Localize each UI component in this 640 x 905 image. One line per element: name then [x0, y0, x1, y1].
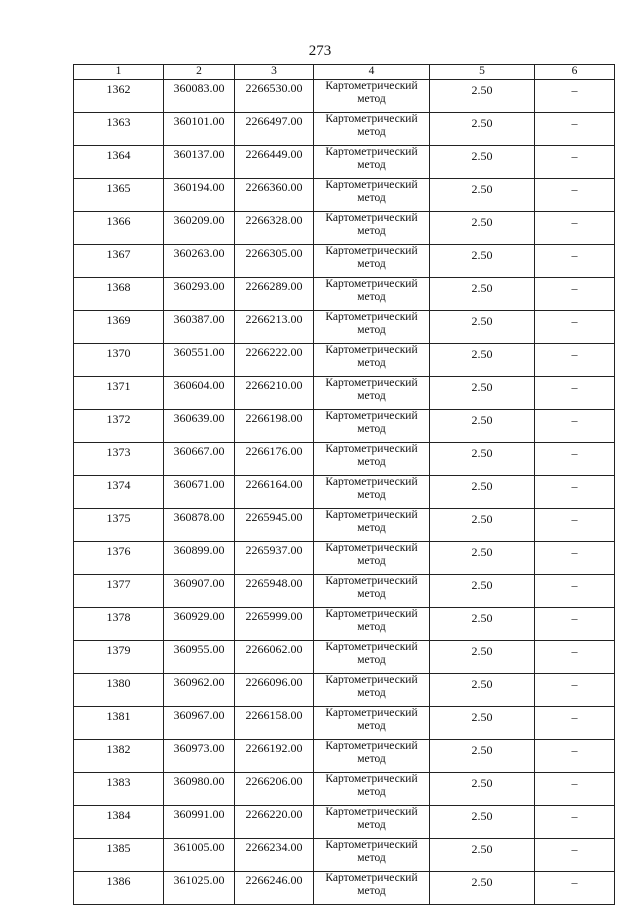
method-cell — [314, 674, 430, 707]
table-row — [74, 608, 615, 641]
y-coordinate: 2266213.00 — [235, 311, 314, 344]
method-cell — [314, 707, 430, 740]
point-number: 1367 — [74, 245, 164, 278]
method-cell — [314, 146, 430, 179]
y-coordinate: 2266449.00 — [235, 146, 314, 179]
y-coordinate: 2266176.00 — [235, 443, 314, 476]
table-row — [74, 641, 615, 674]
note-dash: – — [535, 245, 615, 278]
x-coordinate: 360962.00 — [164, 674, 235, 707]
note-dash: – — [535, 608, 615, 641]
precision-value: 2.50 — [430, 410, 535, 443]
note-dash: – — [535, 410, 615, 443]
method-cell — [314, 377, 430, 410]
method-cell — [314, 311, 430, 344]
x-coordinate: 360263.00 — [164, 245, 235, 278]
method-line-1: Картометрический — [325, 410, 418, 422]
point-number: 1362 — [74, 80, 164, 113]
x-coordinate: 360667.00 — [164, 443, 235, 476]
method-line-2: метод — [357, 852, 386, 864]
y-coordinate: 2266497.00 — [235, 113, 314, 146]
y-coordinate: 2266328.00 — [235, 212, 314, 245]
y-coordinate: 2266234.00 — [235, 839, 314, 872]
note-dash: – — [535, 509, 615, 542]
note-dash: – — [535, 146, 615, 179]
y-coordinate: 2265948.00 — [235, 575, 314, 608]
method-line-2: метод — [357, 93, 386, 105]
table-row — [74, 377, 615, 410]
table-row — [74, 179, 615, 212]
y-coordinate: 2266220.00 — [235, 806, 314, 839]
method-line-1: Картометрический — [325, 542, 418, 554]
method-line-2: метод — [357, 786, 386, 798]
table-row — [74, 278, 615, 311]
note-dash: – — [535, 212, 615, 245]
column-header: 6 — [535, 65, 615, 80]
precision-value: 2.50 — [430, 443, 535, 476]
method-cell — [314, 806, 430, 839]
method-line-1: Картометрический — [325, 179, 418, 191]
table-row — [74, 113, 615, 146]
table-row — [74, 311, 615, 344]
precision-value: 2.50 — [430, 806, 535, 839]
table-row — [74, 476, 615, 509]
table-row — [74, 410, 615, 443]
point-number: 1386 — [74, 872, 164, 905]
x-coordinate: 361005.00 — [164, 839, 235, 872]
method-line-2: метод — [357, 291, 386, 303]
method-line-1: Картометрический — [325, 377, 418, 389]
column-header: 4 — [314, 65, 430, 80]
point-number: 1366 — [74, 212, 164, 245]
precision-value: 2.50 — [430, 872, 535, 905]
table-row — [74, 542, 615, 575]
y-coordinate: 2266198.00 — [235, 410, 314, 443]
y-coordinate: 2266222.00 — [235, 344, 314, 377]
method-cell — [314, 542, 430, 575]
precision-value: 2.50 — [430, 212, 535, 245]
y-coordinate: 2266246.00 — [235, 872, 314, 905]
note-dash: – — [535, 641, 615, 674]
column-header: 2 — [164, 65, 235, 80]
point-number: 1368 — [74, 278, 164, 311]
method-line-2: метод — [357, 324, 386, 336]
precision-value: 2.50 — [430, 740, 535, 773]
precision-value: 2.50 — [430, 674, 535, 707]
note-dash: – — [535, 707, 615, 740]
point-number: 1363 — [74, 113, 164, 146]
note-dash: – — [535, 806, 615, 839]
note-dash: – — [535, 674, 615, 707]
method-cell — [314, 80, 430, 113]
method-line-2: метод — [357, 555, 386, 567]
y-coordinate: 2266289.00 — [235, 278, 314, 311]
x-coordinate: 360551.00 — [164, 344, 235, 377]
method-line-2: метод — [357, 621, 386, 633]
precision-value: 2.50 — [430, 575, 535, 608]
method-line-1: Картометрический — [325, 641, 418, 653]
method-cell — [314, 773, 430, 806]
method-line-2: метод — [357, 225, 386, 237]
method-line-2: метод — [357, 720, 386, 732]
point-number: 1369 — [74, 311, 164, 344]
point-number: 1374 — [74, 476, 164, 509]
note-dash: – — [535, 542, 615, 575]
note-dash: – — [535, 740, 615, 773]
point-number: 1383 — [74, 773, 164, 806]
x-coordinate: 360639.00 — [164, 410, 235, 443]
y-coordinate: 2265999.00 — [235, 608, 314, 641]
method-cell — [314, 245, 430, 278]
method-line-1: Картометрический — [325, 509, 418, 521]
method-line-2: метод — [357, 423, 386, 435]
method-cell — [314, 278, 430, 311]
y-coordinate: 2265937.00 — [235, 542, 314, 575]
method-line-2: метод — [357, 819, 386, 831]
precision-value: 2.50 — [430, 707, 535, 740]
table-row — [74, 80, 615, 113]
method-cell — [314, 179, 430, 212]
method-line-1: Картометрический — [325, 113, 418, 125]
method-line-1: Картометрический — [325, 707, 418, 719]
precision-value: 2.50 — [430, 344, 535, 377]
table-row — [74, 839, 615, 872]
x-coordinate: 360387.00 — [164, 311, 235, 344]
precision-value: 2.50 — [430, 542, 535, 575]
table-body — [74, 65, 615, 905]
y-coordinate: 2266206.00 — [235, 773, 314, 806]
note-dash: – — [535, 311, 615, 344]
method-line-2: метод — [357, 753, 386, 765]
point-number: 1370 — [74, 344, 164, 377]
point-number: 1372 — [74, 410, 164, 443]
method-line-2: метод — [357, 390, 386, 402]
precision-value: 2.50 — [430, 641, 535, 674]
table-row — [74, 146, 615, 179]
precision-value: 2.50 — [430, 80, 535, 113]
method-line-2: метод — [357, 456, 386, 468]
note-dash: – — [535, 575, 615, 608]
precision-value: 2.50 — [430, 476, 535, 509]
note-dash: – — [535, 113, 615, 146]
method-line-2: метод — [357, 654, 386, 666]
method-line-1: Картометрический — [325, 146, 418, 158]
table-row — [74, 575, 615, 608]
method-line-1: Картометрический — [325, 443, 418, 455]
x-coordinate: 360671.00 — [164, 476, 235, 509]
method-line-1: Картометрический — [325, 80, 418, 92]
precision-value: 2.50 — [430, 839, 535, 872]
method-line-2: метод — [357, 687, 386, 699]
column-header: 5 — [430, 65, 535, 80]
note-dash: – — [535, 377, 615, 410]
table-row — [74, 707, 615, 740]
precision-value: 2.50 — [430, 113, 535, 146]
y-coordinate: 2266192.00 — [235, 740, 314, 773]
y-coordinate: 2266096.00 — [235, 674, 314, 707]
method-cell — [314, 212, 430, 245]
x-coordinate: 360907.00 — [164, 575, 235, 608]
precision-value: 2.50 — [430, 377, 535, 410]
table-row — [74, 443, 615, 476]
x-coordinate: 360899.00 — [164, 542, 235, 575]
x-coordinate: 360293.00 — [164, 278, 235, 311]
header-row — [74, 65, 615, 80]
note-dash: – — [535, 179, 615, 212]
method-cell — [314, 443, 430, 476]
method-cell — [314, 872, 430, 905]
method-line-1: Картометрический — [325, 476, 418, 488]
note-dash: – — [535, 773, 615, 806]
method-line-1: Картометрический — [325, 575, 418, 587]
note-dash: – — [535, 839, 615, 872]
method-line-2: метод — [357, 258, 386, 270]
precision-value: 2.50 — [430, 509, 535, 542]
precision-value: 2.50 — [430, 146, 535, 179]
y-coordinate: 2266062.00 — [235, 641, 314, 674]
precision-value: 2.50 — [430, 608, 535, 641]
method-line-2: метод — [357, 159, 386, 171]
x-coordinate: 360194.00 — [164, 179, 235, 212]
method-cell — [314, 509, 430, 542]
method-line-1: Картометрический — [325, 806, 418, 818]
x-coordinate: 360991.00 — [164, 806, 235, 839]
method-line-1: Картометрический — [325, 674, 418, 686]
column-header: 1 — [74, 65, 164, 80]
table-row — [74, 344, 615, 377]
point-number: 1364 — [74, 146, 164, 179]
method-cell — [314, 740, 430, 773]
table-row — [74, 674, 615, 707]
table-row — [74, 212, 615, 245]
x-coordinate: 360137.00 — [164, 146, 235, 179]
x-coordinate: 360209.00 — [164, 212, 235, 245]
y-coordinate: 2265945.00 — [235, 509, 314, 542]
point-number: 1371 — [74, 377, 164, 410]
x-coordinate: 361025.00 — [164, 872, 235, 905]
method-line-1: Картометрический — [325, 608, 418, 620]
method-cell — [314, 410, 430, 443]
table-row — [74, 245, 615, 278]
point-number: 1377 — [74, 575, 164, 608]
y-coordinate: 2266305.00 — [235, 245, 314, 278]
y-coordinate: 2266164.00 — [235, 476, 314, 509]
page-number: 273 — [308, 43, 332, 59]
x-coordinate: 360604.00 — [164, 377, 235, 410]
method-line-2: метод — [357, 357, 386, 369]
point-number: 1365 — [74, 179, 164, 212]
method-line-1: Картометрический — [325, 872, 418, 884]
x-coordinate: 360929.00 — [164, 608, 235, 641]
method-line-2: метод — [357, 192, 386, 204]
method-line-2: метод — [357, 885, 386, 897]
point-number: 1384 — [74, 806, 164, 839]
precision-value: 2.50 — [430, 311, 535, 344]
table-row — [74, 773, 615, 806]
method-line-1: Картометрический — [325, 212, 418, 224]
method-cell — [314, 476, 430, 509]
precision-value: 2.50 — [430, 179, 535, 212]
method-line-2: метод — [357, 522, 386, 534]
note-dash: – — [535, 278, 615, 311]
point-number: 1375 — [74, 509, 164, 542]
x-coordinate: 360980.00 — [164, 773, 235, 806]
method-line-1: Картометрический — [325, 839, 418, 851]
x-coordinate: 360878.00 — [164, 509, 235, 542]
point-number: 1381 — [74, 707, 164, 740]
note-dash: – — [535, 476, 615, 509]
note-dash: – — [535, 872, 615, 905]
table-row — [74, 806, 615, 839]
method-cell — [314, 839, 430, 872]
y-coordinate: 2266210.00 — [235, 377, 314, 410]
method-cell — [314, 575, 430, 608]
point-number: 1380 — [74, 674, 164, 707]
table-row — [74, 872, 615, 905]
method-line-1: Картометрический — [325, 773, 418, 785]
point-number: 1378 — [74, 608, 164, 641]
method-line-2: метод — [357, 126, 386, 138]
precision-value: 2.50 — [430, 245, 535, 278]
y-coordinate: 2266158.00 — [235, 707, 314, 740]
x-coordinate: 360973.00 — [164, 740, 235, 773]
method-cell — [314, 608, 430, 641]
x-coordinate: 360967.00 — [164, 707, 235, 740]
coordinates-table — [73, 64, 615, 905]
note-dash: – — [535, 344, 615, 377]
method-cell — [314, 641, 430, 674]
method-line-1: Картометрический — [325, 311, 418, 323]
point-number: 1373 — [74, 443, 164, 476]
method-cell — [314, 113, 430, 146]
note-dash: – — [535, 80, 615, 113]
method-line-2: метод — [357, 489, 386, 501]
x-coordinate: 360083.00 — [164, 80, 235, 113]
y-coordinate: 2266360.00 — [235, 179, 314, 212]
precision-value: 2.50 — [430, 773, 535, 806]
point-number: 1379 — [74, 641, 164, 674]
point-number: 1382 — [74, 740, 164, 773]
x-coordinate: 360101.00 — [164, 113, 235, 146]
x-coordinate: 360955.00 — [164, 641, 235, 674]
note-dash: – — [535, 443, 615, 476]
method-line-1: Картометрический — [325, 278, 418, 290]
y-coordinate: 2266530.00 — [235, 80, 314, 113]
precision-value: 2.50 — [430, 278, 535, 311]
column-header: 3 — [235, 65, 314, 80]
point-number: 1385 — [74, 839, 164, 872]
point-number: 1376 — [74, 542, 164, 575]
table-row — [74, 509, 615, 542]
method-cell — [314, 344, 430, 377]
method-line-1: Картометрический — [325, 344, 418, 356]
method-line-2: метод — [357, 588, 386, 600]
table-row — [74, 740, 615, 773]
method-line-1: Картометрический — [325, 740, 418, 752]
method-line-1: Картометрический — [325, 245, 418, 257]
